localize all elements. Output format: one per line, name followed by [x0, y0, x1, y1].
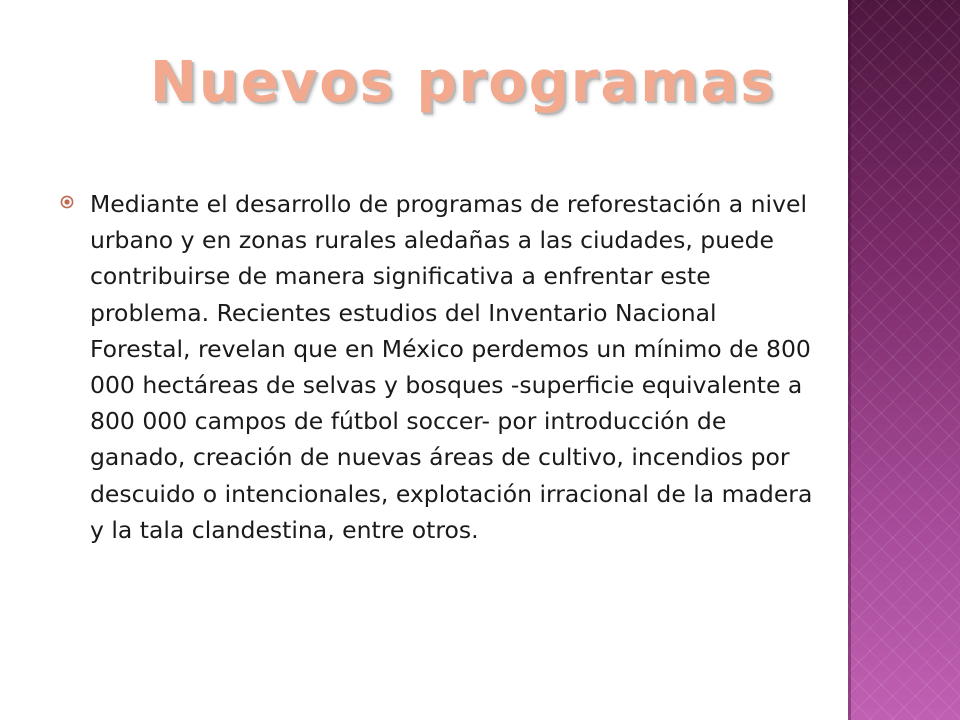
- circled-dot-bullet-icon: [60, 195, 74, 209]
- slide-title: Nuevos programas: [150, 50, 776, 115]
- slide-body: [60, 186, 820, 548]
- bullet-item: [60, 186, 820, 548]
- side-panel-edge: [848, 0, 851, 720]
- decorative-side-panel: [848, 0, 960, 720]
- bullet-text: Mediante el desarrollo de programas de reforestación a nivel urbano y en zonas rurales aledañas a las ciudades, puede contribuirse de manera significativa a enfrentar este problema. Recientes estudios del Inventario Nacional Forestal, revelan que en México perdemos un mínimo de 800 000 hectáreas de selvas y bosques -superficie equivalente a 800 000 campos de fútbol soccer- por introducción de ganado, creación de nuevas áreas de cultivo, incendios por descuido o intencionales, explotación irracional de la madera y la tala clandestina, entre otros.: [90, 190, 813, 544]
